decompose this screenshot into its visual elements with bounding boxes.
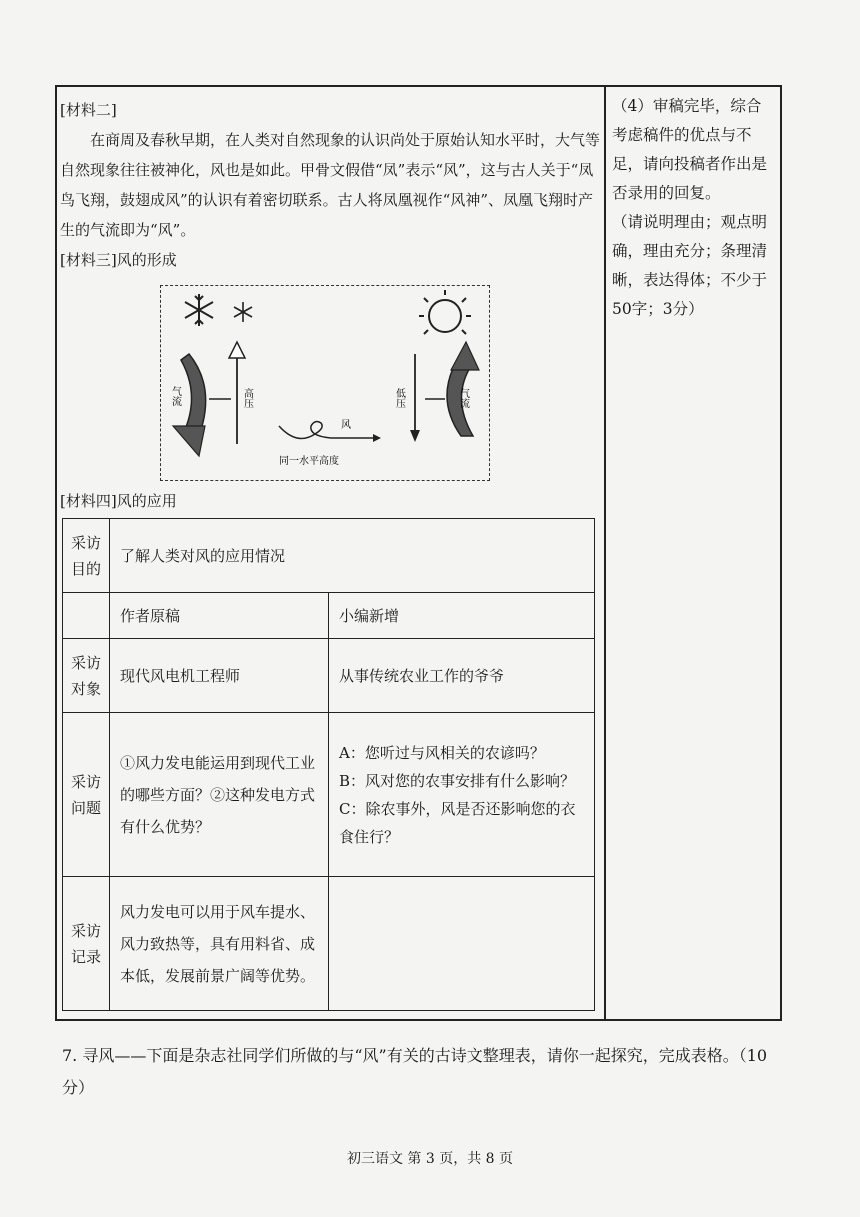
low-pressure-label: 低压 bbox=[393, 388, 405, 408]
right-airflow-label: 气流 bbox=[457, 388, 469, 408]
wind-label: 风 bbox=[341, 420, 351, 431]
record-added[interactable] bbox=[329, 877, 595, 1011]
same-level-label: 同一水平高度 bbox=[279, 456, 339, 467]
material4-title: [材料四]风的应用 bbox=[60, 492, 177, 510]
table-row bbox=[63, 639, 595, 713]
col-original-header: 作者原稿 bbox=[110, 593, 329, 639]
rising-arrow-head bbox=[451, 342, 479, 370]
wind-formation-diagram bbox=[160, 285, 490, 481]
right-column bbox=[612, 92, 776, 324]
surface-wind-arrow bbox=[279, 422, 373, 439]
purpose-value: 了解人类对风的应用情况 bbox=[110, 519, 595, 593]
record-header: 采访记录 bbox=[63, 877, 110, 1011]
interview-table bbox=[62, 518, 595, 1011]
question4-note: （请说明理由；观点明确，理由充分；条理清晰，表达得体；不少于50字；3分） bbox=[612, 213, 768, 318]
object-header: 采访对象 bbox=[63, 639, 110, 713]
left-airflow-label: 气流 bbox=[169, 386, 181, 406]
col-added-header: 小编新增 bbox=[329, 593, 595, 639]
sinking-arrow-head bbox=[173, 426, 205, 456]
material2-paragraph: 在商周及春秋早期，在人类对自然现象的认识尚处于原始认知水平时，大气等自然现象往往被神化，风也是如此。甲骨文假借“凤”表示“风”，这与古人关于“凤鸟飞翔，鼓翅成风”的认识有着密切联系。古人将凤凰视作“风神”、凤凰飞翔时产生的气流即为“风”。 bbox=[60, 131, 601, 239]
high-pressure-label: 高压 bbox=[241, 388, 253, 408]
material3-title: [材料三]风的形成 bbox=[60, 251, 177, 269]
question4-text: （4）审稿完毕，综合考虑稿件的优点与不足，请向投稿者作出是否录用的回复。 bbox=[612, 97, 768, 202]
table-row bbox=[63, 519, 595, 593]
object-added: 从事传统农业工作的爷爷 bbox=[329, 639, 595, 713]
record-original: 风力发电可以用于风车提水、风力致热等，具有用料省、成本低，发展前景广阔等优势。 bbox=[110, 877, 329, 1011]
surface-wind-arrow-head bbox=[373, 434, 381, 442]
wind-diagram-svg bbox=[161, 286, 488, 479]
snowflake-icon bbox=[185, 294, 213, 326]
high-pressure-arrow-head bbox=[229, 342, 245, 358]
purpose-header: 采访目的 bbox=[63, 519, 110, 593]
left-column bbox=[60, 95, 600, 275]
question7: 7. 寻风——下面是杂志社同学们所做的与“风”有关的古诗文整理表，请你一起探究，完成表格。（10分） bbox=[62, 1046, 768, 1097]
low-pressure-arrow-head bbox=[410, 430, 420, 442]
small-snowflake-icon bbox=[234, 302, 252, 322]
table-row bbox=[63, 593, 595, 639]
sun-icon bbox=[419, 290, 471, 334]
material2-title: [材料二] bbox=[60, 101, 117, 119]
table-row bbox=[63, 713, 595, 877]
column-divider bbox=[604, 85, 606, 1021]
question-original: ①风力发电能运用到现代工业的哪些方面？②这种发电方式有什么优势？ bbox=[110, 713, 329, 877]
question-added bbox=[329, 713, 595, 877]
interview-table-wrap bbox=[62, 518, 595, 1011]
page-footer: 初三语文 第 3 页，共 8 页 bbox=[346, 1151, 514, 1167]
question-added-c: C：除农事外，风是否还影响您的衣食住行？ bbox=[339, 799, 576, 846]
object-original: 现代风电机工程师 bbox=[110, 639, 329, 713]
question-added-a: A：您听过与风相关的农谚吗？ bbox=[339, 743, 545, 762]
question-added-b: B：风对您的农事安排有什么影响？ bbox=[339, 771, 576, 790]
table-row bbox=[63, 877, 595, 1011]
question-header: 采访问题 bbox=[63, 713, 110, 877]
